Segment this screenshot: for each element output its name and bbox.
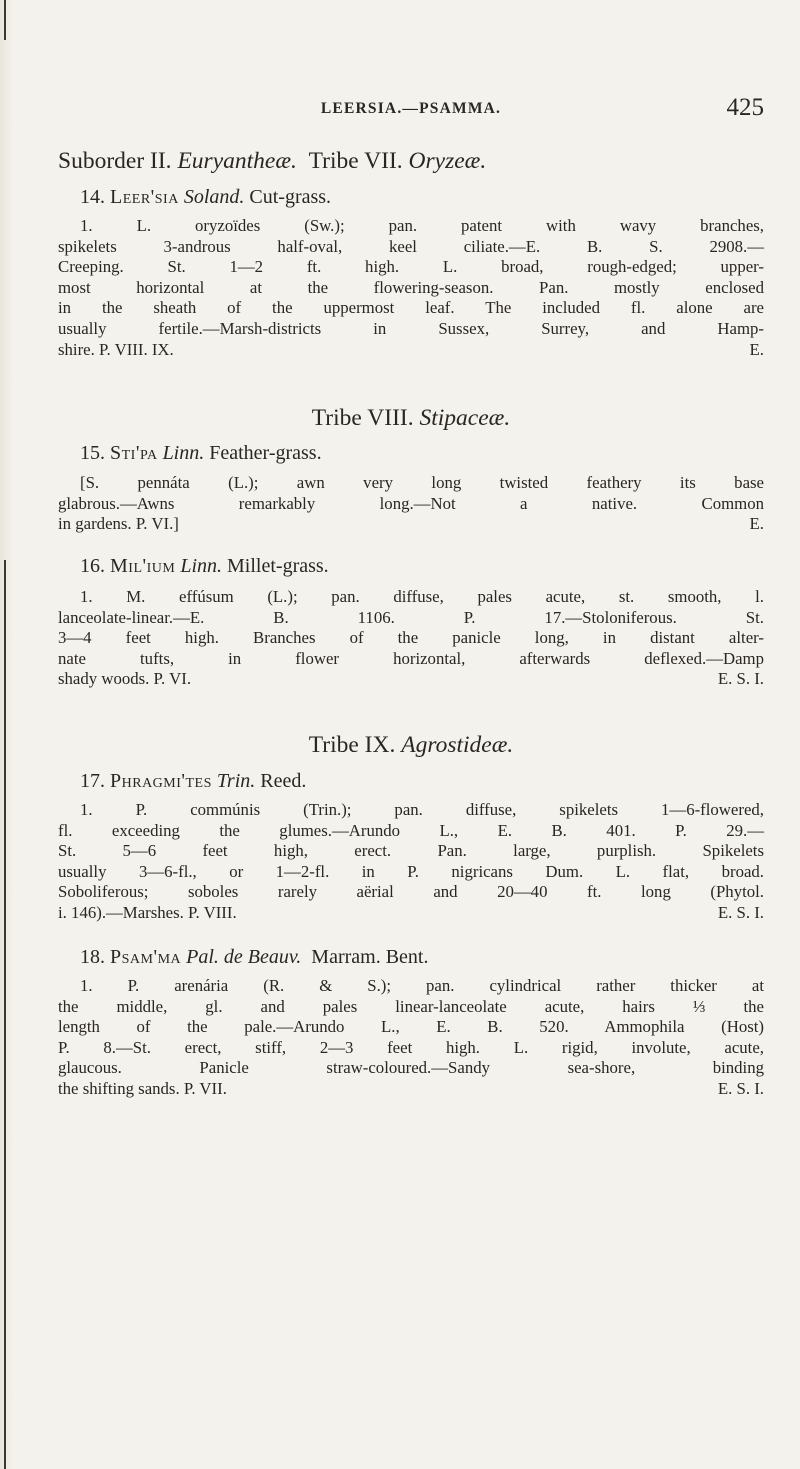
species-line-last: in gardens. P. VI.] E. — [58, 514, 764, 534]
genus-name: Psam'ma — [110, 946, 182, 968]
species-line: glaucous. Panicle straw-coloured.—Sandy sea-shore, binding — [58, 1058, 764, 1078]
genus-number: 16. — [80, 555, 105, 577]
tribe-heading-agrostideae — [58, 730, 764, 760]
genus-heading-psamma — [58, 944, 786, 970]
species-line: usually fertile.—Marsh-districts in Sussex, Surrey, and Hamp- — [58, 318, 764, 338]
species-entry-leersia-oryzoides — [58, 216, 764, 360]
genus-common-name: Millet-grass. — [227, 555, 329, 577]
species-line: spikelets 3-androus half-oval, keel ciliate.—E. B. S. 2908.— — [58, 236, 764, 256]
tribe-label: Tribe VIII. — [311, 405, 414, 431]
distribution-range: E. — [749, 514, 764, 534]
running-head — [58, 94, 764, 128]
binding-line — [4, 560, 6, 1469]
species-line: lanceolate-linear.—E. B. 1106. P. 17.—Stoloniferous. St. — [58, 607, 764, 627]
suborder-heading — [58, 146, 764, 176]
genus-common-name: Cut-grass. — [249, 186, 332, 208]
genus-name: Sti'pa — [110, 442, 158, 464]
genus-number: 14. — [80, 186, 105, 208]
genus-heading-leersia — [58, 184, 786, 210]
distribution-range: E. S. I. — [717, 1078, 764, 1098]
tribe-name: Stipaceæ. — [419, 405, 511, 431]
genus-name: Leer'sia — [110, 186, 179, 208]
species-line-last: shady woods. P. VI. E. S. I. — [58, 669, 764, 689]
species-line: glabrous.—Awns remarkably long.—Not a native. Common — [58, 493, 764, 513]
species-line: 3—4 feet high. Branches of the panicle long, in distant alter- — [58, 628, 764, 648]
species-entry-stipa-pennata — [58, 473, 764, 535]
genus-name: Mil'ium — [110, 555, 176, 577]
tribe-name: Agrostideæ. — [401, 732, 514, 758]
binding-line — [4, 0, 6, 40]
species-line: 1. L. oryzoïdes (Sw.); pan. patent with wavy branches, — [80, 216, 764, 235]
suborder-name: Euryantheæ. — [177, 148, 297, 174]
genus-common-name: Reed. — [260, 770, 307, 792]
species-line: in the sheath of the uppermost leaf. The included fl. alone are — [58, 298, 764, 318]
species-line: 1. P. arenária (R. & S.); pan. cylindrical rather thicker at — [80, 976, 764, 995]
genus-authority: Pal. de Beauv. — [186, 946, 302, 968]
species-entry-psamma-arenaria — [58, 976, 764, 1100]
genus-authority: Linn. — [162, 442, 205, 464]
species-line: [S. pennáta (L.); awn very long twisted feathery its base — [80, 473, 764, 492]
species-line: length of the pale.—Arundo L., E. B. 520. Ammophila (Host) — [58, 1017, 764, 1037]
genus-common-name: Feather-grass. — [209, 442, 322, 464]
species-line: Creeping. St. 1—2 ft. high. L. broad, rough-edged; upper- — [58, 257, 764, 277]
genus-heading-stipa — [58, 440, 786, 466]
suborder-label: Suborder II. — [58, 148, 172, 174]
tribe-label: Tribe VII. — [308, 148, 403, 174]
running-title: LEERSIA.—PSAMMA. — [320, 100, 502, 117]
tribe-name: Oryzeæ. — [408, 148, 487, 174]
genus-heading-milium — [58, 553, 786, 579]
distribution-range: E. S. I. — [717, 669, 764, 689]
tribe-label: Tribe IX. — [308, 732, 396, 758]
species-line: 1. M. effúsum (L.); pan. diffuse, pales acute, st. smooth, l. — [80, 587, 764, 606]
genus-authority: Trin. — [216, 770, 256, 792]
species-entry-milium-effusum — [58, 587, 764, 690]
genus-number: 15. — [80, 442, 105, 464]
species-line: usually 3—6-fl., or 1—2-fl. in P. nigricans Dum. L. flat, broad. — [58, 861, 764, 881]
species-line: nate tufts, in flower horizontal, afterwards deflexed.—Damp — [58, 648, 764, 668]
page-edge — [0, 0, 14, 1469]
species-line: Soboliferous; soboles rarely aërial and 20—40 ft. long (Phytol. — [58, 882, 764, 902]
species-line-last: i. 146).—Marshes. P. VIII. E. S. I. — [58, 902, 764, 922]
distribution-range: E. — [749, 339, 764, 359]
genus-name: Phragmi'tes — [110, 770, 212, 792]
species-line: P. 8.—St. erect, stiff, 2—3 feet high. L. rigid, involute, acute, — [58, 1037, 764, 1057]
species-line: St. 5—6 feet high, erect. Pan. large, purplish. Spikelets — [58, 841, 764, 861]
species-line: the middle, gl. and pales linear-lanceolate acute, hairs ⅓ the — [58, 996, 764, 1016]
species-entry-phragmites-communis — [58, 800, 764, 924]
species-line: fl. exceeding the glumes.—Arundo L., E. B. 401. P. 29.— — [58, 820, 764, 840]
genus-number: 18. — [80, 946, 105, 968]
genus-authority: Linn. — [180, 555, 223, 577]
genus-heading-phragmites — [58, 768, 786, 794]
genus-authority: Soland. — [183, 186, 245, 208]
distribution-range: E. S. I. — [717, 902, 764, 922]
species-line: 1. P. commúnis (Trin.); pan. diffuse, spikelets 1—6-flowered, — [80, 800, 764, 819]
species-line: most horizontal at the flowering-season. Pan. mostly enclosed — [58, 277, 764, 297]
genus-common-name: Marram. Bent. — [311, 946, 429, 968]
page-number: 425 — [726, 94, 764, 121]
tribe-heading-stipaceae — [58, 403, 764, 433]
species-line-last: the shifting sands. P. VII. E. S. I. — [58, 1078, 764, 1098]
genus-number: 17. — [80, 770, 105, 792]
species-line-last: shire. P. VIII. IX. E. — [58, 339, 764, 359]
